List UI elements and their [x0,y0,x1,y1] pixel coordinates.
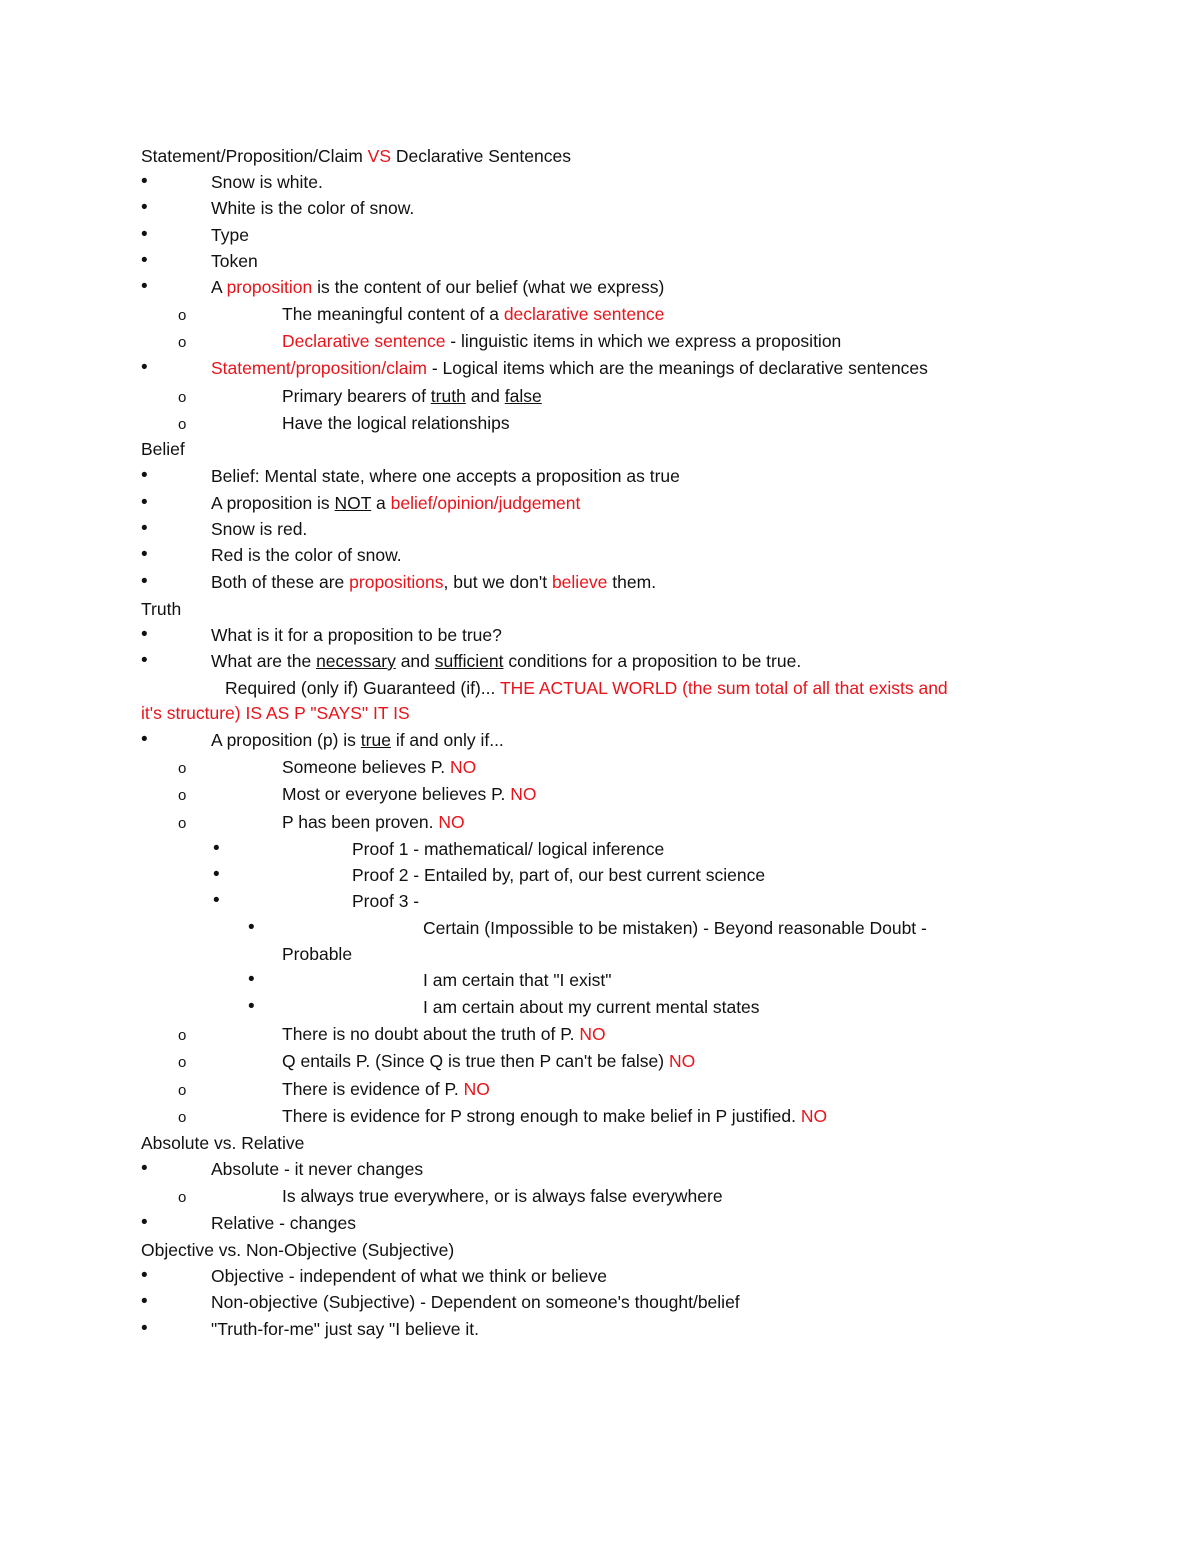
highlighted-term: NO [800,1106,828,1126]
line-text [282,756,476,778]
text-segment: Statement/Proposition/Claim [141,146,368,166]
underlined-term: true [360,730,391,750]
highlighted-term: belief/opinion/judgement [390,493,581,513]
text-segment: Probable [282,944,353,964]
line-text [423,969,611,991]
bullet-icon: • [141,650,148,671]
line-text [211,1265,607,1287]
highlighted-term: declarative sentence [503,304,665,324]
line-text [141,1239,454,1261]
text-segment: , but we don't [443,572,552,592]
text-segment: conditions for a proposition to be true. [503,651,802,671]
text-segment: Absolute - it never changes [211,1159,424,1179]
bullet-icon: • [141,571,148,592]
line-text [282,1023,606,1045]
text-segment: Q entails P. (Since Q is true then P can't be false) [282,1051,669,1071]
line-text [141,1132,304,1154]
text-segment: The meaningful content of a [282,304,504,324]
line-text [211,197,414,219]
bullet-icon: • [141,1291,148,1312]
bullet-icon: • [248,917,255,938]
bullet-icon: • [248,996,255,1017]
text-segment: I am certain that "I exist" [423,970,612,990]
underlined-term: sufficient [434,651,504,671]
bullet-icon: • [141,1212,148,1233]
line-text [211,1158,423,1180]
line-text [211,171,323,193]
bullet-icon: • [141,544,148,565]
line-text [211,224,249,246]
highlighted-term: NO [450,757,477,777]
line-text [211,250,258,272]
bullet-icon: • [248,969,255,990]
text-segment: What are the [211,651,317,671]
bullet-icon: • [141,197,148,218]
text-segment: P has been proven. [282,812,439,832]
text-segment: Is always true everywhere, or is always false everywhere [282,1186,723,1206]
line-text [141,702,410,724]
line-text [282,385,542,407]
text-segment: What is it for a proposition to be true? [211,625,502,645]
line-text [423,917,927,939]
text-segment: Certain (Impossible to be mistaken) - Beyond reasonable Doubt - [423,918,927,938]
text-segment: There is evidence of P. [282,1079,464,1099]
line-text [211,492,580,514]
text-segment: Absolute vs. Relative [141,1133,305,1153]
text-segment: Proof 1 - mathematical/ logical inference [352,839,665,859]
text-segment: if and only if... [390,730,504,750]
underlined-term: false [504,386,542,406]
line-text [282,783,537,805]
text-segment: Have the logical relationships [282,413,510,433]
highlighted-term: proposition [226,277,313,297]
hollow-bullet-icon: o [178,1189,187,1206]
underlined-term: truth [430,386,466,406]
line-text [225,677,948,699]
bullet-icon: • [141,492,148,513]
highlighted-term: Declarative sentence [282,331,446,351]
highlighted-term: VS [367,146,391,166]
hollow-bullet-icon: o [178,1027,187,1044]
highlighted-term: believe [551,572,608,592]
text-segment: Someone believes P. [282,757,450,777]
line-text [282,811,465,833]
bullet-icon: • [141,1318,148,1339]
line-text [211,544,402,566]
text-segment: Proof 2 - Entailed by, part of, our best current science [352,865,766,885]
text-segment: Primary bearers of [282,386,431,406]
text-segment: a [371,493,391,513]
text-segment: A proposition is [211,493,335,513]
text-segment: Relative - changes [211,1213,356,1233]
highlighted-term: Statement/proposition/claim [211,358,427,378]
line-text [352,838,664,860]
hollow-bullet-icon: o [178,787,187,804]
text-segment: Non-objective (Subjective) - Dependent on someone's thought/belief [211,1292,740,1312]
bullet-icon: • [213,890,220,911]
text-segment: Token [211,251,258,271]
text-segment: - Logical items which are the meanings of declarative sentences [426,358,928,378]
text-segment: There is evidence for P strong enough to make belief in P justified. [282,1106,801,1126]
line-text [352,864,765,886]
highlighted-term: NO [579,1024,606,1044]
hollow-bullet-icon: o [178,416,187,433]
text-segment: Snow is white. [211,172,323,192]
text-segment: Type [211,225,249,245]
text-segment: Required (only if) Guaranteed (if)... [225,678,500,698]
text-segment: Proof 3 - [352,891,420,911]
bullet-icon: • [213,864,220,885]
text-segment: them. [607,572,657,592]
line-text [423,996,760,1018]
line-text [141,438,185,460]
line-text [282,1050,695,1072]
bullet-icon: • [141,357,148,378]
hollow-bullet-icon: o [178,815,187,832]
highlighted-term: THE ACTUAL WORLD (the sum total of all that exists and [499,678,948,698]
text-segment: and [395,651,435,671]
hollow-bullet-icon: o [178,334,187,351]
bullet-icon: • [213,838,220,859]
hollow-bullet-icon: o [178,389,187,406]
text-segment: Belief: Mental state, where one accepts a proposition as true [211,466,680,486]
line-text [282,1105,827,1127]
text-segment: Objective vs. Non-Objective (Subjective) [141,1240,455,1260]
bullet-icon: • [141,276,148,297]
hollow-bullet-icon: o [178,307,187,324]
text-segment: - linguistic items in which we express a proposition [445,331,842,351]
line-text [282,1078,490,1100]
bullet-icon: • [141,465,148,486]
bullet-icon: • [141,518,148,539]
text-segment: is the content of our belief (what we express) [312,277,665,297]
underlined-term: NOT [334,493,372,513]
text-segment: Most or everyone believes P. [282,784,511,804]
highlighted-term: it's structure) IS AS P "SAYS" IT IS [141,703,410,723]
bullet-icon: • [141,250,148,271]
text-segment: A [211,277,227,297]
text-segment: I am certain about my current mental states [423,997,760,1017]
line-text [282,412,510,434]
text-segment: A proposition (p) is [211,730,361,750]
bullet-icon: • [141,1158,148,1179]
line-text [211,357,928,379]
hollow-bullet-icon: o [178,1082,187,1099]
line-text [211,1212,356,1234]
line-text [211,518,307,540]
line-text [282,330,841,352]
text-segment: White is the color of snow. [211,198,415,218]
text-segment: Snow is red. [211,519,308,539]
text-segment: "Truth-for-me" just say "I believe it. [211,1319,479,1339]
highlighted-term: NO [510,784,537,804]
text-segment: Truth [141,599,182,619]
hollow-bullet-icon: o [178,1054,187,1071]
line-text [282,1185,723,1207]
text-segment: There is no doubt about the truth of P. [282,1024,580,1044]
line-text [211,650,801,672]
hollow-bullet-icon: o [178,1109,187,1126]
bullet-icon: • [141,224,148,245]
text-segment: and [465,386,505,406]
bullet-icon: • [141,624,148,645]
line-text [282,943,352,965]
line-text [141,598,181,620]
highlighted-term: NO [668,1051,696,1071]
line-text [211,465,680,487]
text-segment: Objective - independent of what we think or believe [211,1266,607,1286]
line-text [211,571,656,593]
line-text [211,276,664,298]
line-text [211,1318,479,1340]
highlighted-term: NO [463,1079,490,1099]
line-text [211,1291,740,1313]
text-segment: Belief [141,439,185,459]
line-text [211,729,504,751]
text-segment: Both of these are [211,572,350,592]
hollow-bullet-icon: o [178,760,187,777]
bullet-icon: • [141,1265,148,1286]
bullet-icon: • [141,171,148,192]
highlighted-term: propositions [349,572,444,592]
underlined-term: necessary [316,651,396,671]
line-text [211,624,502,646]
text-segment: Red is the color of snow. [211,545,402,565]
line-text [352,890,419,912]
highlighted-term: NO [438,812,465,832]
text-segment: Declarative Sentences [391,146,571,166]
line-text [282,303,664,325]
bullet-icon: • [141,729,148,750]
line-text [141,145,571,167]
